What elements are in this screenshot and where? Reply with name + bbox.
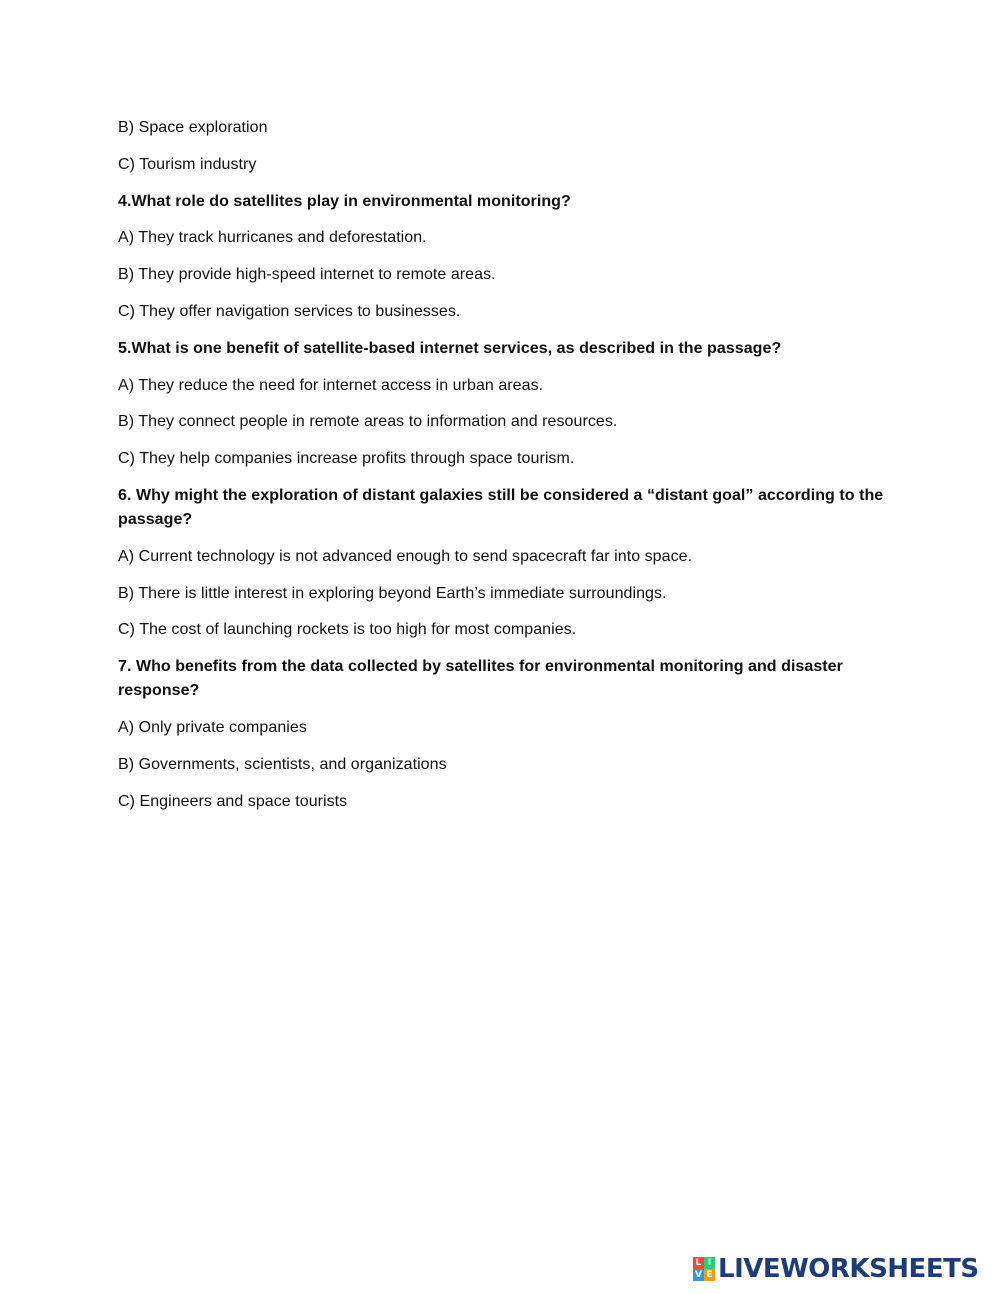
logo-letter-i: I	[704, 1257, 715, 1269]
question-5-option-b: B) They connect people in remote areas to information and resources.	[118, 413, 618, 431]
option-c-tourism-industry: C) Tourism industry	[118, 155, 257, 173]
question-6: 6. Why might the exploration of distant galaxies still be considered a “distant goal” according to the passage?	[118, 486, 884, 528]
question-5-option-a: A) They reduce the need for internet access in urban areas.	[118, 376, 544, 394]
question-7-option-a: A) Only private companies	[118, 718, 307, 736]
question-7: 7. Who benefits from the data collected by satellites for environmental monitoring and disaster response?	[118, 658, 843, 700]
liveworksheets-logo-icon	[693, 1257, 715, 1281]
worksheet-page	[118, 116, 888, 826]
logo-letter-v: V	[693, 1269, 704, 1281]
option-b-space-exploration: B) Space exploration	[118, 119, 268, 136]
question-4: 4.What role do satellites play in environmental monitoring?	[118, 192, 571, 210]
question-7-option-b: B) Governments, scientists, and organizations	[118, 755, 447, 773]
logo-letter-e: E	[704, 1269, 715, 1281]
liveworksheets-logo	[693, 1252, 979, 1286]
question-6-option-a: A) Current technology is not advanced enough to send spacecraft far into space.	[118, 547, 693, 565]
question-4-option-a: A) They track hurricanes and deforestation.	[118, 229, 427, 247]
question-5-option-c: C) They help companies increase profits through space tourism.	[118, 450, 575, 468]
liveworksheets-wordmark: LIVEWORKSHEETS	[718, 1254, 979, 1284]
logo-letter-l: L	[693, 1257, 704, 1269]
question-5: 5.What is one benefit of satellite-based internet services, as described in the passage?	[118, 339, 782, 357]
question-7-option-c: C) Engineers and space tourists	[118, 792, 348, 810]
question-6-option-b: B) There is little interest in exploring beyond Earth’s immediate surroundings.	[118, 584, 667, 602]
question-4-option-b: B) They provide high-speed internet to remote areas.	[118, 266, 496, 284]
question-4-option-c: C) They offer navigation services to businesses.	[118, 302, 461, 320]
question-6-option-c: C) The cost of launching rockets is too high for most companies.	[118, 621, 577, 639]
